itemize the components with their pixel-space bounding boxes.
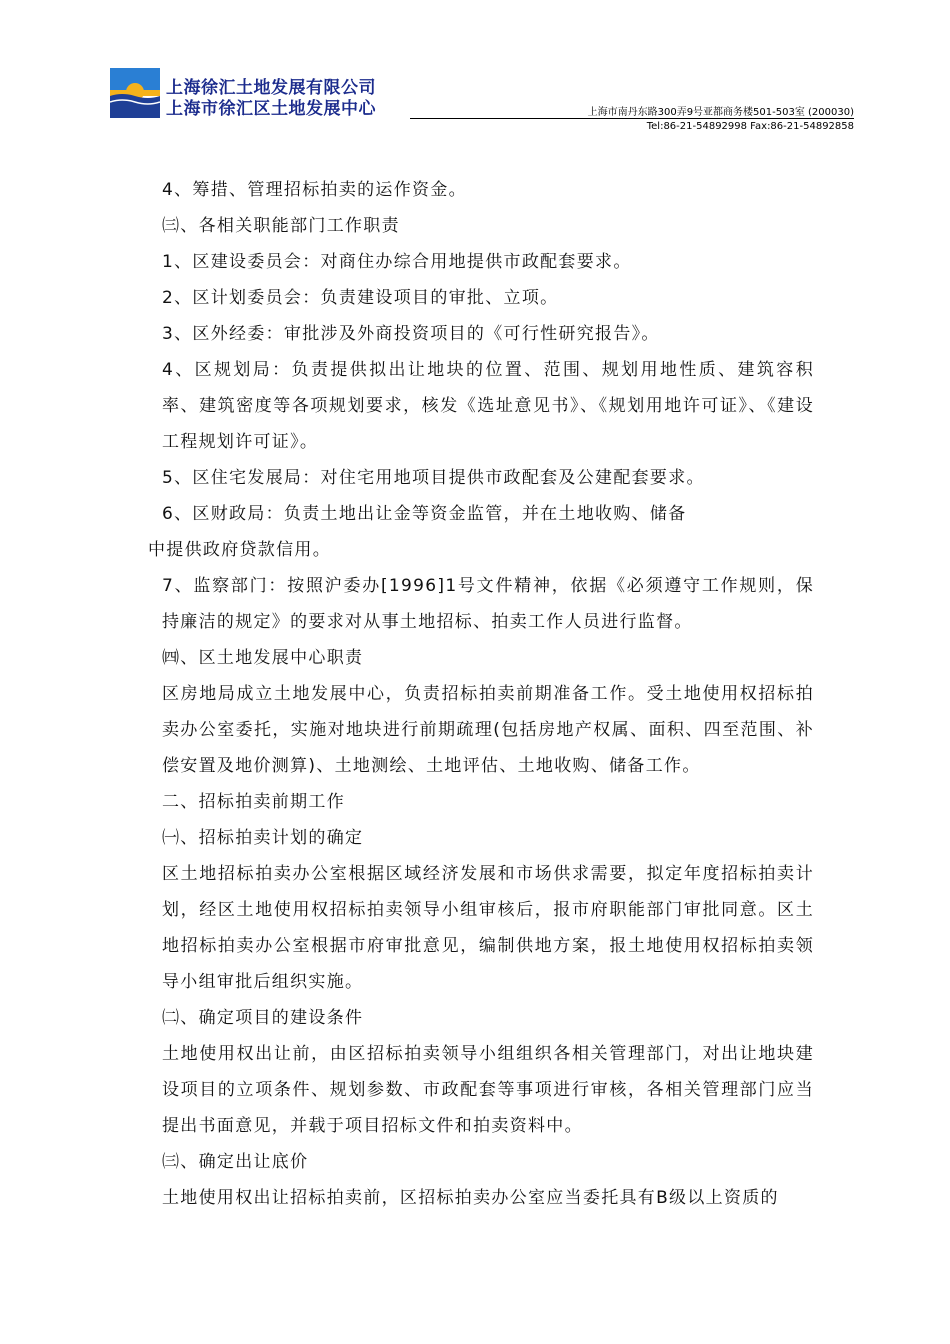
paragraph: 6、区财政局：负责土地出让金等资金监管，并在土地收购、储备 — [162, 504, 687, 524]
paragraph: 区土地招标拍卖办公室根据区域经济发展和市场供求需要，拟定年度招标拍卖计划，经区土地使用权招标拍卖领导小组审核后，报市府职能部门审批同意。区土地招标拍卖办公室根据市府审批意见，编制供地方案，报土地使用权招标拍卖领导小组审批后组织实施。 — [162, 864, 814, 992]
paragraph: 4、筹措、管理招标拍卖的运作资金。 — [162, 180, 467, 200]
chapter-heading: 二、招标拍卖前期工作 — [162, 792, 345, 812]
header-divider — [410, 118, 854, 119]
section-heading: ㈡、确定项目的建设条件 — [162, 1008, 364, 1028]
company-name-line1: 上海徐汇土地发展有限公司 — [166, 78, 376, 98]
paragraph: 土地使用权出让招标拍卖前，区招标拍卖办公室应当委托具有B级以上资质的 — [162, 1188, 779, 1208]
section-heading: ㈠、招标拍卖计划的确定 — [162, 828, 364, 848]
section-heading: ㈢、确定出让底价 — [162, 1152, 309, 1172]
paragraph: 5、区住宅发展局：对住宅用地项目提供市政配套及公建配套要求。 — [162, 468, 705, 488]
paragraph: 区房地局成立土地发展中心，负责招标拍卖前期准备工作。受土地使用权招标拍卖办公室委托，实施对地块进行前期疏理(包括房地产权属、面积、四至范围、补偿安置及地价测算)、土地测绘、土地评估、土地收购、储备工作。 — [162, 684, 814, 776]
paragraph: 4、区规划局：负责提供拟出让地块的位置、范围、规划用地性质、建筑容积率、建筑密度等各项规划要求，核发《选址意见书》、《规划用地许可证》、《建设工程规划许可证》。 — [162, 360, 814, 452]
paragraph: 2、区计划委员会：负责建设项目的审批、立项。 — [162, 288, 559, 308]
document-body — [138, 172, 814, 1216]
section-heading: ㈢、各相关职能部门工作职责 — [162, 216, 400, 236]
section-heading: ㈣、区土地发展中心职责 — [162, 648, 364, 668]
paragraph: 3、区外经委：审批涉及外商投资项目的《可行性研究报告》。 — [162, 324, 660, 344]
paragraph: 1、区建设委员会：对商住办综合用地提供市政配套要求。 — [162, 252, 632, 272]
company-contact: Tel:86-21-54892998 Fax:86-21-54892858 — [646, 121, 854, 132]
paragraph: 中提供政府贷款信用。 — [148, 540, 331, 560]
company-address: 上海市南丹东路300弄9号亚都商务楼501-503室 (200030) — [587, 107, 854, 118]
paragraph: 7、监察部门：按照沪委办[1996]1号文件精神，依据《必须遵守工作规则，保持廉洁的规定》的要求对从事土地招标、拍卖工作人员进行监督。 — [162, 576, 814, 632]
company-name-line2: 上海市徐汇区土地发展中心 — [166, 99, 376, 119]
company-name — [166, 78, 376, 120]
letterhead — [0, 0, 950, 140]
company-logo-icon — [110, 68, 160, 118]
paragraph: 土地使用权出让前，由区招标拍卖领导小组组织各相关管理部门，对出让地块建设项目的立项条件、规划参数、市政配套等事项进行审核，各相关管理部门应当提出书面意见，并载于项目招标文件和拍卖资料中。 — [162, 1044, 814, 1136]
